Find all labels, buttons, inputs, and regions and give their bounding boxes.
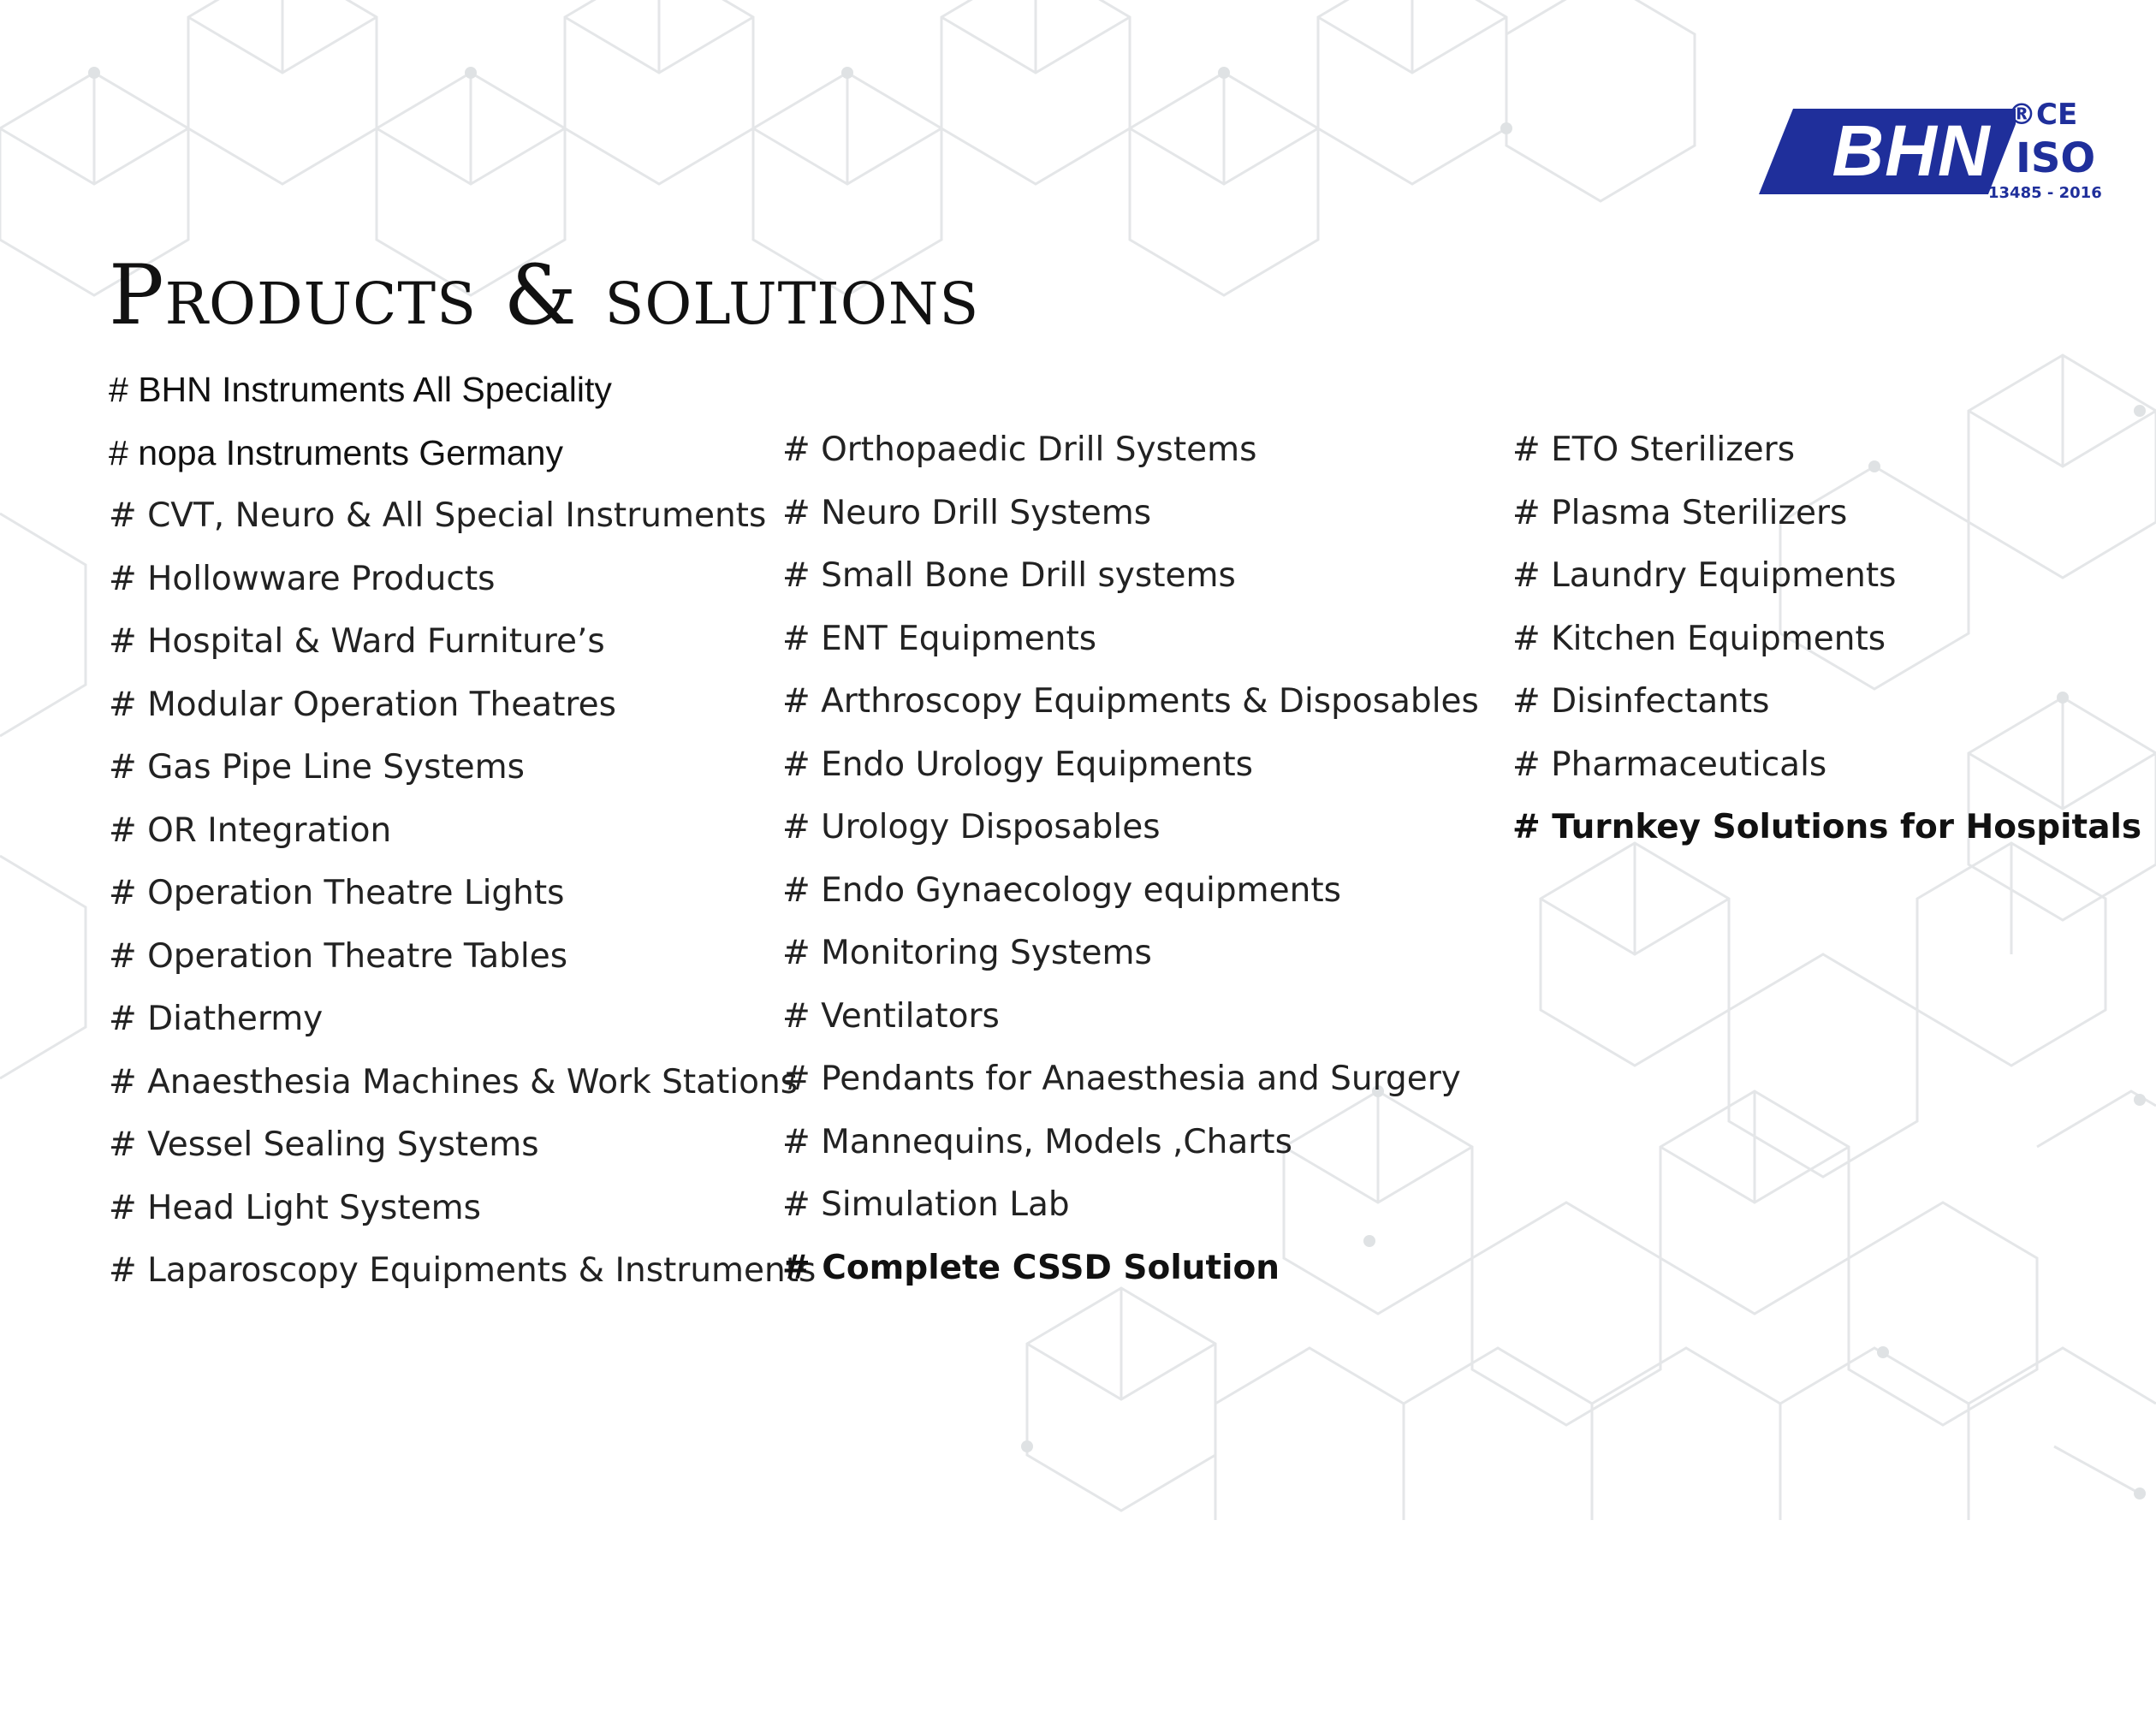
list-item: # Hospital & Ward Furniture’s bbox=[109, 622, 605, 661]
list-item: # OR Integration bbox=[109, 811, 392, 850]
list-item: # Head Light Systems bbox=[109, 1188, 481, 1227]
list-item: # Urology Disposables bbox=[782, 808, 1161, 846]
list-item: # Simulation Lab bbox=[782, 1185, 1070, 1224]
list-item: # Laundry Equipments bbox=[1512, 556, 1897, 595]
list-item: # nopa Instruments Germany bbox=[109, 432, 563, 472]
page-title: Products & solutions bbox=[109, 247, 980, 343]
list-item: # Laparoscopy Equipments & Instruments bbox=[109, 1251, 817, 1290]
product-list-column-3 bbox=[1512, 419, 2141, 859]
list-item: # Arthroscopy Equipments & Disposables bbox=[782, 682, 1479, 721]
list-item: # Complete CSSD Solution bbox=[782, 1248, 1280, 1287]
list-item: # CVT, Neuro & All Special Instruments bbox=[109, 496, 767, 535]
list-item: # Kitchen Equipments bbox=[1512, 619, 1886, 658]
iso-mark: ISO bbox=[2016, 134, 2096, 182]
list-item: # Operation Theatre Tables bbox=[109, 936, 568, 976]
list-item: # Monitoring Systems bbox=[782, 934, 1152, 972]
list-item: # Gas Pipe Line Systems bbox=[109, 748, 525, 787]
list-item: # Endo Gynaecology equipments bbox=[782, 870, 1341, 910]
list-item: # Endo Urology Equipments bbox=[782, 745, 1253, 784]
list-item: # ETO Sterilizers bbox=[1512, 431, 1796, 469]
list-item: # Anaesthesia Machines & Work Stations bbox=[109, 1062, 799, 1102]
product-list-column-2 bbox=[782, 419, 1479, 1299]
logo-brand-text: BHN bbox=[1832, 110, 1991, 191]
list-item: # BHN Instruments All Speciality bbox=[109, 370, 612, 409]
list-item: # Small Bone Drill systems bbox=[782, 556, 1236, 595]
list-item: # Ventilators bbox=[782, 996, 1000, 1036]
list-item: # ENT Equipments bbox=[782, 619, 1097, 658]
list-item: # Mannequins, Models ,Charts bbox=[782, 1122, 1292, 1161]
list-item: # Turnkey Solutions for Hospitals bbox=[1512, 808, 2142, 846]
list-item: # Pendants for Anaesthesia and Surgery bbox=[782, 1060, 1461, 1098]
list-item: # Diathermy bbox=[109, 1000, 324, 1038]
list-item: # Modular Operation Theatres bbox=[109, 685, 616, 724]
bhn-logo bbox=[1759, 98, 2102, 205]
list-item: # Vessel Sealing Systems bbox=[109, 1125, 539, 1164]
list-item: # Operation Theatre Lights bbox=[109, 874, 565, 912]
list-item: # Hollowware Products bbox=[109, 559, 496, 598]
list-item: # Plasma Sterilizers bbox=[1512, 493, 1848, 532]
list-item: # Disinfectants bbox=[1512, 682, 1770, 721]
ce-mark: ®CE bbox=[2007, 98, 2078, 132]
iso-standard-number: 13485 - 2016 bbox=[1988, 184, 2102, 202]
list-item: # Pharmaceuticals bbox=[1512, 745, 1827, 784]
list-item: # Neuro Drill Systems bbox=[782, 493, 1152, 532]
product-list-column-1 bbox=[109, 359, 816, 1303]
list-item: # Orthopaedic Drill Systems bbox=[782, 431, 1257, 469]
